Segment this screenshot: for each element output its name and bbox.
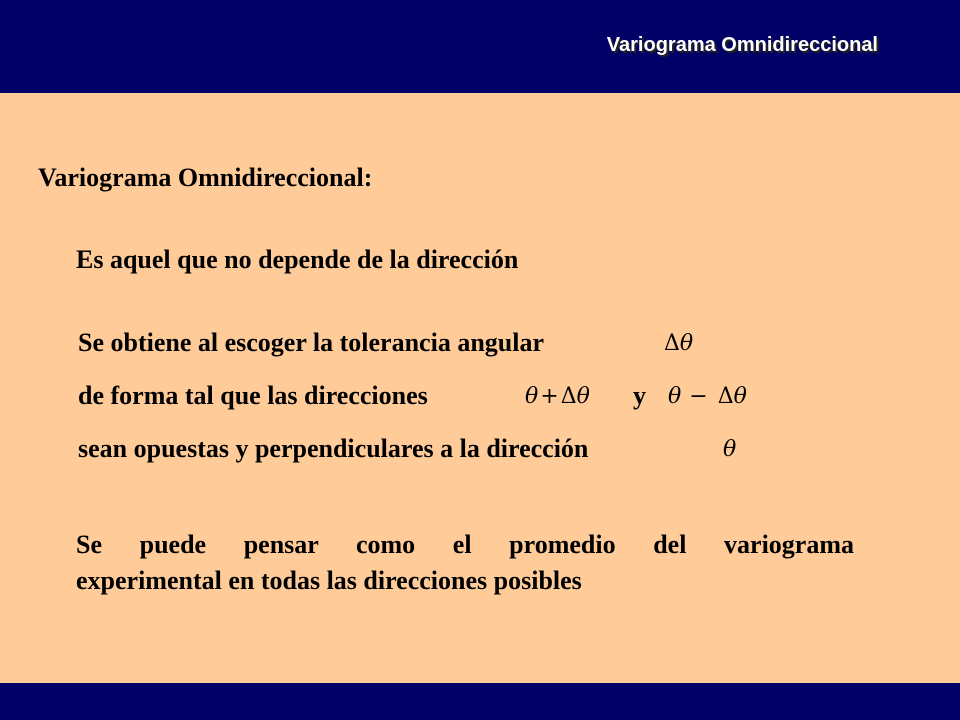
delta-theta-formula bbox=[664, 333, 693, 355]
delta-symbol: Δ bbox=[664, 331, 680, 356]
theta-symbol: θ bbox=[668, 384, 682, 409]
header-title: Variograma Omnidireccional bbox=[606, 34, 878, 56]
theta-symbol: θ bbox=[525, 384, 539, 409]
footer-bar bbox=[0, 683, 960, 720]
delta-symbol: Δ bbox=[717, 384, 734, 409]
tolerance-line: Se obtiene al escoger la tolerancia angular bbox=[78, 328, 545, 357]
perpendicular-line: sean opuestas y perpendiculares a la dirección bbox=[78, 434, 589, 463]
header-bar bbox=[0, 0, 960, 93]
average-paragraph bbox=[76, 527, 854, 599]
theta-plus-delta-formula bbox=[525, 386, 590, 408]
theta-symbol: θ bbox=[723, 437, 737, 462]
slide-heading: Variograma Omnidireccional: bbox=[38, 163, 373, 192]
plus-operator: + bbox=[540, 384, 559, 409]
directions-line: de forma tal que las direcciones bbox=[78, 381, 428, 410]
theta-symbol: θ bbox=[679, 331, 694, 356]
connector-y: y bbox=[633, 381, 646, 410]
paragraph-line-2: experimental en todas las direcciones posibles bbox=[76, 566, 582, 595]
definition-line: Es aquel que no depende de la dirección bbox=[76, 245, 519, 274]
delta-symbol: Δ bbox=[560, 384, 577, 409]
theta-symbol: θ bbox=[576, 384, 590, 409]
paragraph-line-1: Se puede pensar como el promedio del variograma bbox=[76, 530, 854, 559]
theta-minus-delta-formula bbox=[668, 386, 747, 408]
theta-symbol: θ bbox=[733, 384, 747, 409]
minus-operator: − bbox=[689, 384, 708, 409]
direction-theta-formula bbox=[723, 439, 736, 461]
